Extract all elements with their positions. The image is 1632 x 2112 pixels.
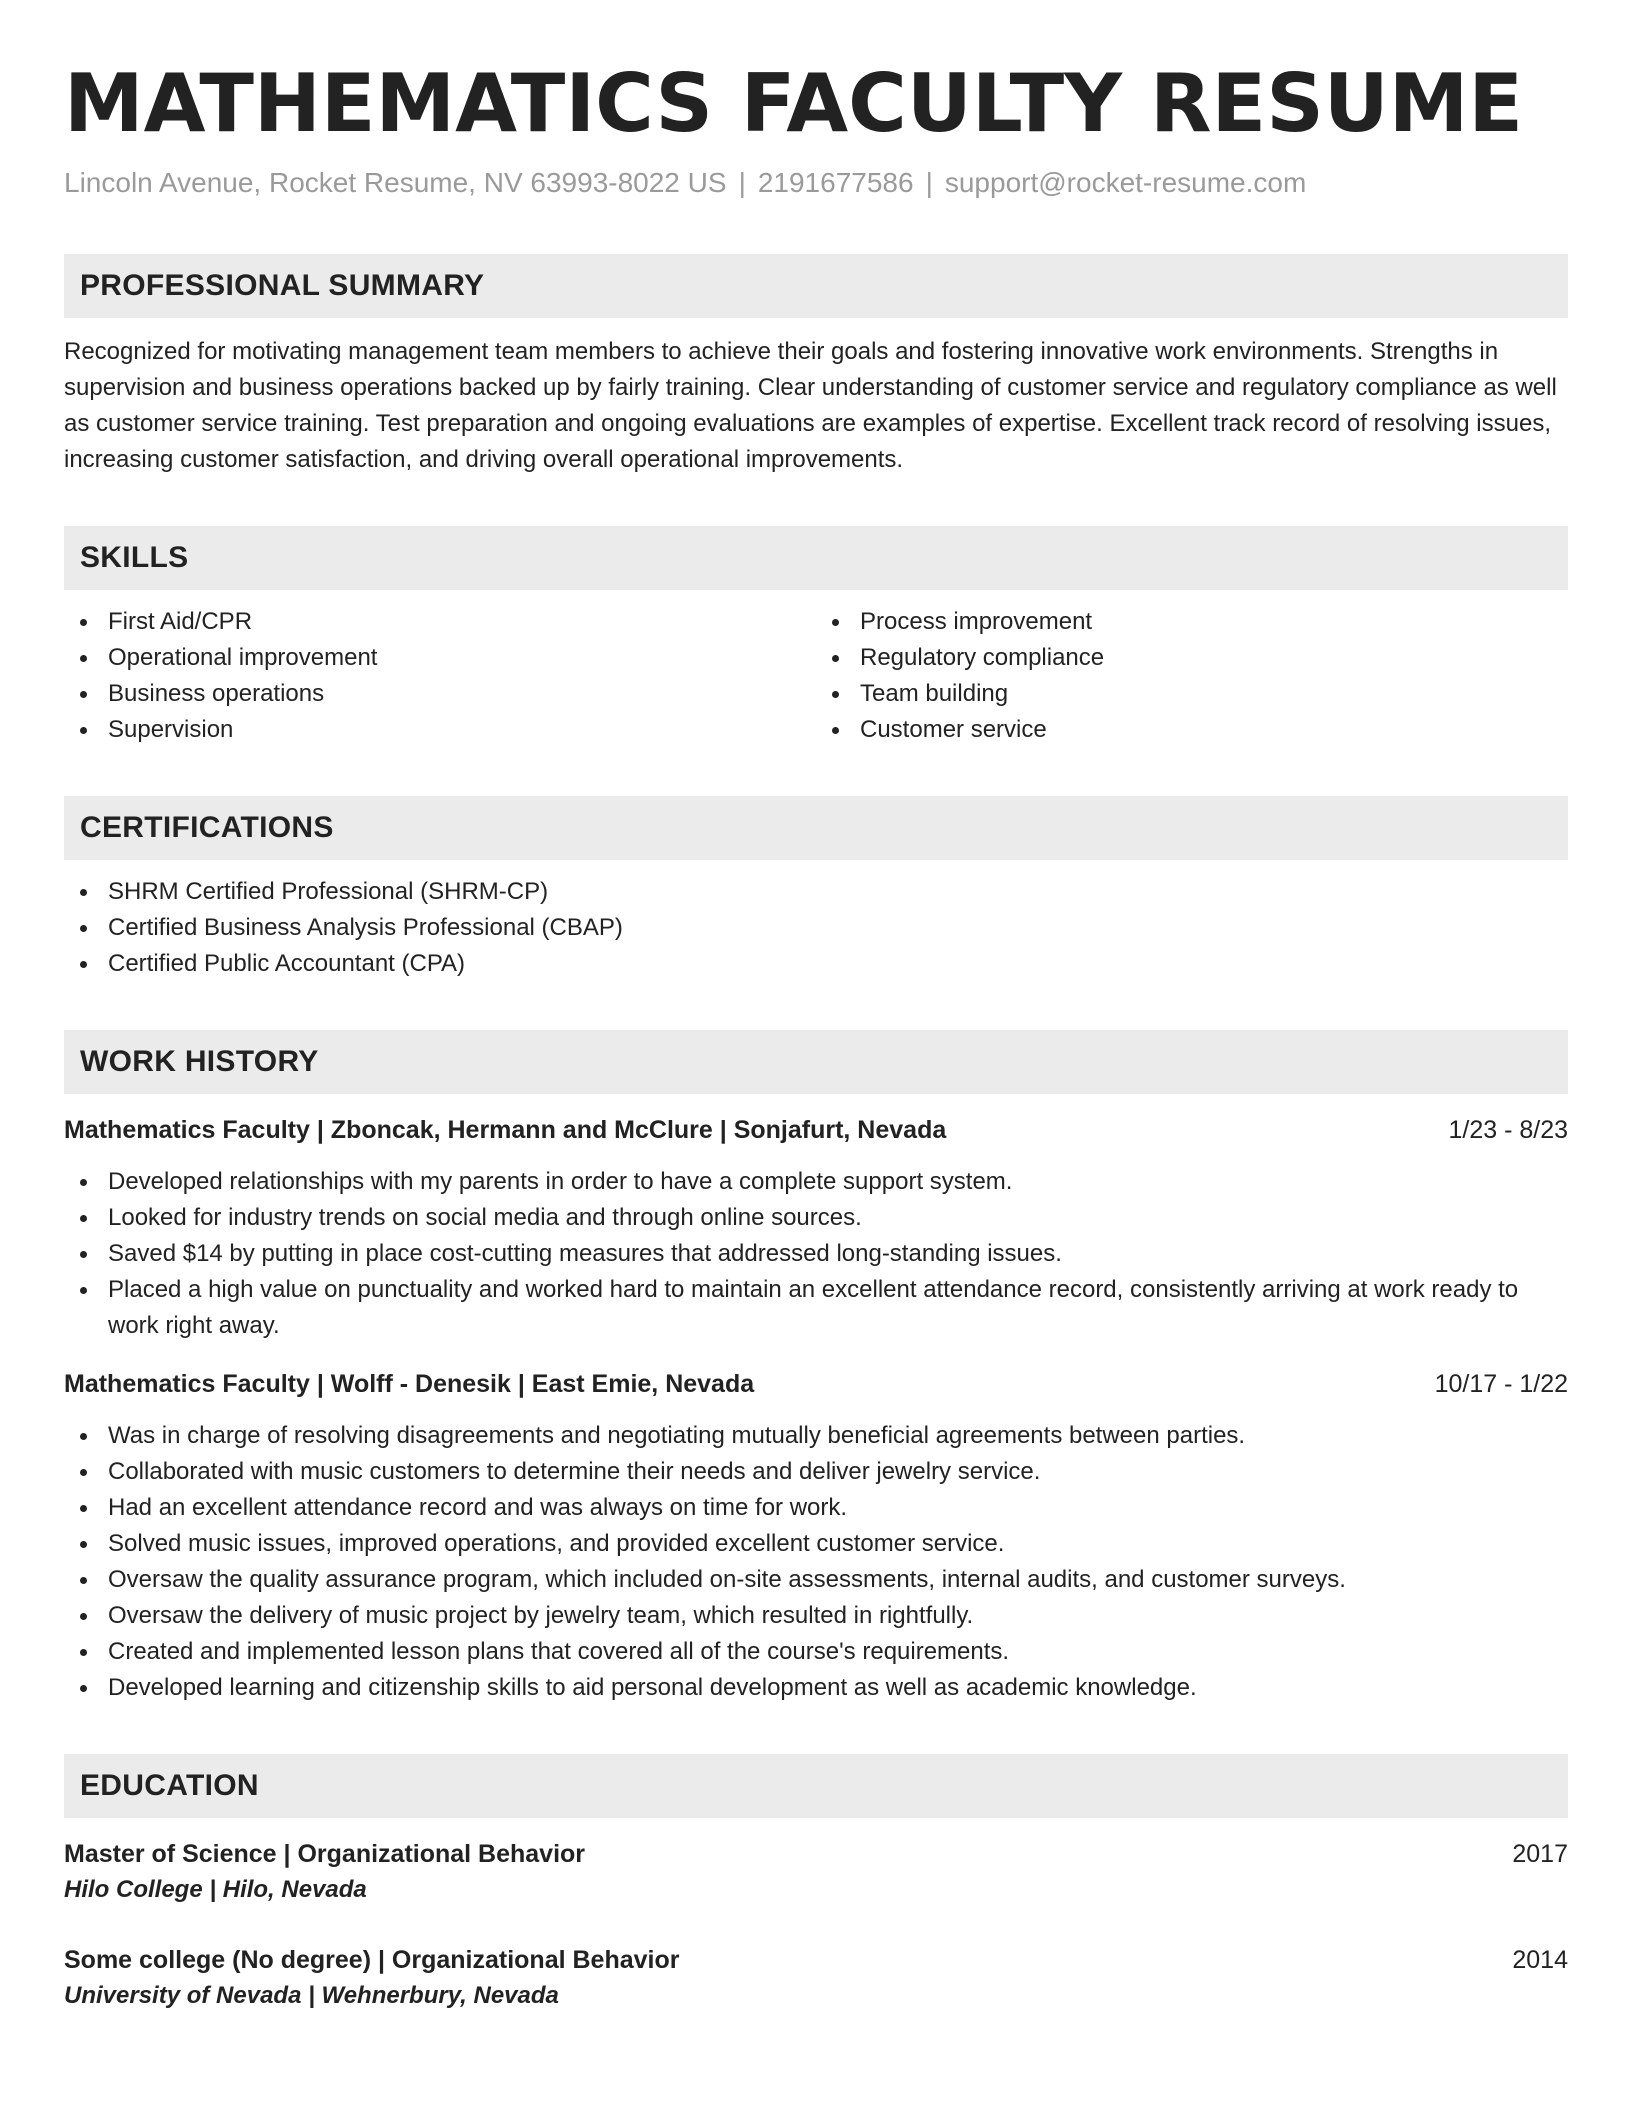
summary-text: Recognized for motivating management team members to achieve their goals and fostering innovative work environments. Strengths in supervision and business operations backed up by fairly training. Clear understanding of customer service and regulatory compliance as well as customer service training. Test preparation and ongoing evaluations are examples of expertise. Excellent track record of resolving issues, increasing customer satisfaction, and driving overall operational improvements. bbox=[64, 338, 1557, 473]
contact-address: Lincoln Avenue, Rocket Resume, NV 63993-8022 US bbox=[64, 167, 727, 198]
contact-email: support@rocket-resume.com bbox=[944, 167, 1307, 198]
contact-line bbox=[64, 166, 1568, 200]
education-year: 2014 bbox=[1512, 1946, 1568, 1974]
skills-grid bbox=[64, 590, 1568, 748]
skills-list-left bbox=[64, 604, 816, 748]
education-entry bbox=[64, 1836, 1568, 1908]
job-dates: 1/23 - 8/23 bbox=[1448, 1116, 1568, 1144]
education-year: 2017 bbox=[1512, 1840, 1568, 1868]
job-title: Mathematics Faculty | Zboncak, Hermann and McClure | Sonjafurt, Nevada bbox=[64, 1116, 947, 1144]
summary-section bbox=[64, 254, 1568, 478]
work-history-heading: WORK HISTORY bbox=[64, 1030, 1568, 1094]
job-bullet: Oversaw the delivery of music project by jewelry team, which resulted in rightfully. bbox=[64, 1598, 1568, 1634]
job-bullet: Created and implemented lesson plans that covered all of the course's requirements. bbox=[64, 1634, 1568, 1670]
skills-list-right bbox=[816, 604, 1568, 748]
education-school: Hilo College | Hilo, Nevada bbox=[64, 1876, 367, 1903]
certifications-heading: CERTIFICATIONS bbox=[64, 796, 1568, 860]
certification-item: SHRM Certified Professional (SHRM-CP) bbox=[64, 874, 1568, 910]
resume-title: MATHEMATICS FACULTY RESUME bbox=[64, 57, 1524, 150]
skill-item: Regulatory compliance bbox=[816, 640, 1568, 676]
job-bullet: Was in charge of resolving disagreements and negotiating mutually beneficial agreements between parties. bbox=[64, 1418, 1568, 1454]
skill-item: Supervision bbox=[64, 712, 816, 748]
job-bullet: Looked for industry trends on social media and through online sources. bbox=[64, 1200, 1568, 1236]
job-bullet: Saved $14 by putting in place cost-cutting measures that addressed long-standing issues. bbox=[64, 1236, 1568, 1272]
contact-phone: 2191677586 bbox=[757, 167, 914, 198]
certification-item: Certified Business Analysis Professional (CBAP) bbox=[64, 910, 1568, 946]
skill-item: First Aid/CPR bbox=[64, 604, 816, 640]
job-bullets bbox=[64, 1164, 1568, 1344]
education-header bbox=[64, 1942, 1568, 1978]
skills-heading: SKILLS bbox=[64, 526, 1568, 590]
education-header bbox=[64, 1836, 1568, 1872]
job-dates: 10/17 - 1/22 bbox=[1434, 1370, 1568, 1398]
certifications-section bbox=[64, 796, 1568, 982]
job-bullet: Developed learning and citizenship skills to aid personal development as well as academic knowledge. bbox=[64, 1670, 1568, 1706]
skill-item: Business operations bbox=[64, 676, 816, 712]
education-degree: Some college (No degree) | Organizational Behavior bbox=[64, 1946, 680, 1974]
contact-separator: | bbox=[925, 167, 933, 198]
skill-item: Team building bbox=[816, 676, 1568, 712]
job-bullet: Oversaw the quality assurance program, which included on-site assessments, internal audits, and customer surveys. bbox=[64, 1562, 1568, 1598]
education-section bbox=[64, 1754, 1568, 2014]
job-entry bbox=[64, 1366, 1568, 1706]
certifications-list bbox=[64, 874, 1568, 982]
skill-item: Process improvement bbox=[816, 604, 1568, 640]
job-bullet: Solved music issues, improved operations, and provided excellent customer service. bbox=[64, 1526, 1568, 1562]
education-heading: EDUCATION bbox=[64, 1754, 1568, 1818]
skill-item: Customer service bbox=[816, 712, 1568, 748]
education-school: University of Nevada | Wehnerbury, Nevada bbox=[64, 1982, 559, 2009]
skills-section bbox=[64, 526, 1568, 748]
certification-item: Certified Public Accountant (CPA) bbox=[64, 946, 1568, 982]
job-bullet: Had an excellent attendance record and was always on time for work. bbox=[64, 1490, 1568, 1526]
job-entry bbox=[64, 1112, 1568, 1344]
job-title: Mathematics Faculty | Wolff - Denesik | East Emie, Nevada bbox=[64, 1370, 755, 1398]
work-history-section bbox=[64, 1030, 1568, 1706]
skill-item: Operational improvement bbox=[64, 640, 816, 676]
job-bullet: Placed a high value on punctuality and worked hard to maintain an excellent attendance record, consistently arriving at work ready to work right away. bbox=[64, 1272, 1568, 1344]
job-bullet: Collaborated with music customers to determine their needs and deliver jewelry service. bbox=[64, 1454, 1568, 1490]
job-header bbox=[64, 1112, 1568, 1148]
education-degree: Master of Science | Organizational Behavior bbox=[64, 1840, 586, 1868]
education-entry bbox=[64, 1942, 1568, 2014]
job-bullets bbox=[64, 1418, 1568, 1706]
job-bullet: Developed relationships with my parents in order to have a complete support system. bbox=[64, 1164, 1568, 1200]
contact-separator: | bbox=[738, 167, 746, 198]
job-header bbox=[64, 1366, 1568, 1402]
summary-heading: PROFESSIONAL SUMMARY bbox=[64, 254, 1568, 318]
